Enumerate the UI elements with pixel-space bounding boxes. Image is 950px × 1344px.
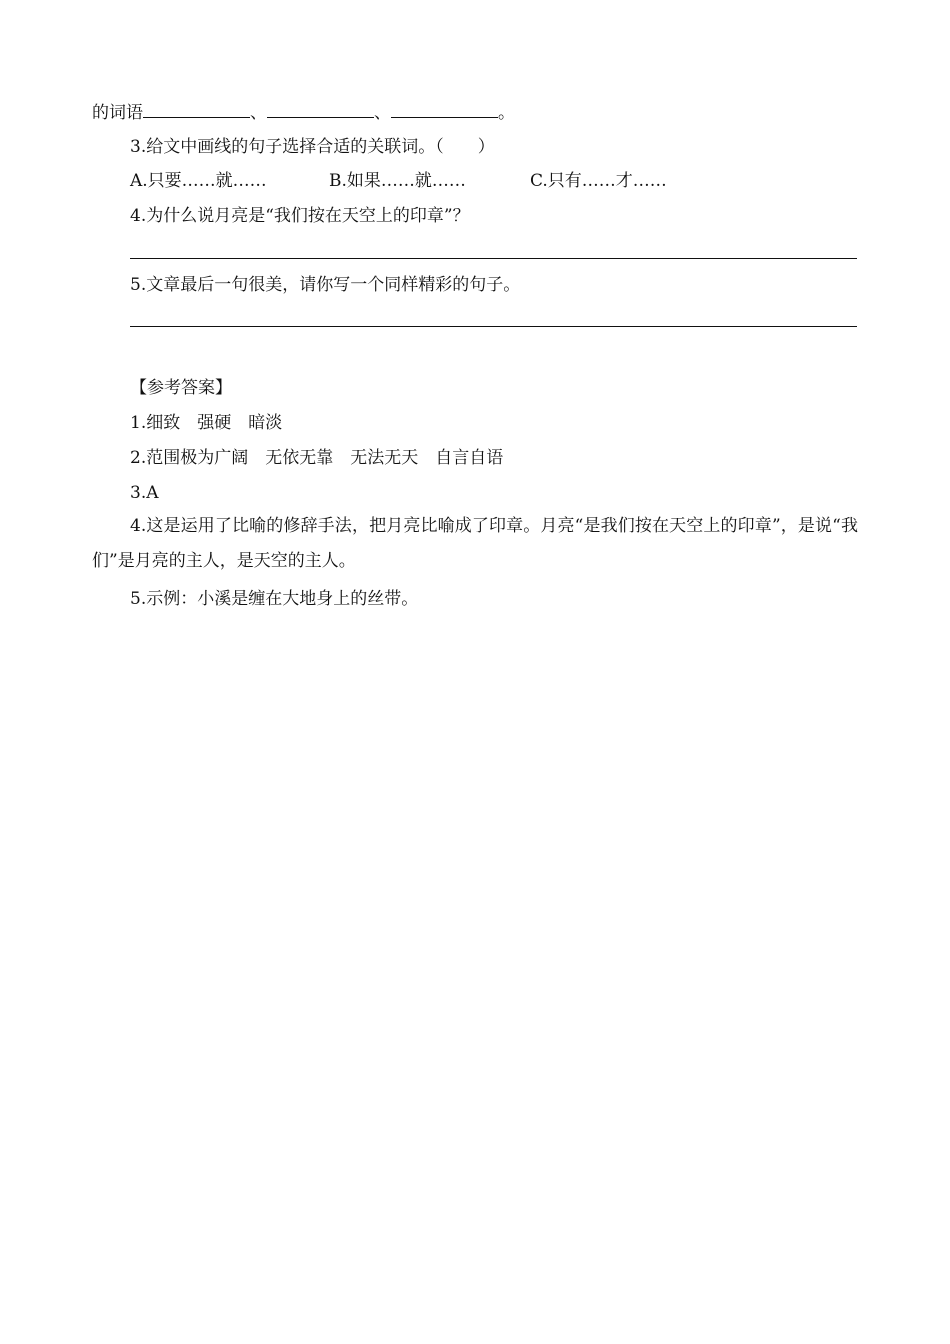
separator: 、	[250, 103, 267, 123]
answer-3: 3.A	[130, 483, 159, 503]
answer-blank-1[interactable]	[143, 101, 250, 118]
option-b: B.如果……就……	[329, 171, 466, 191]
answer-blank-2[interactable]	[267, 101, 374, 118]
answers-heading: 【参考答案】	[130, 378, 232, 398]
question-2-tail	[92, 101, 515, 124]
answer-2: 2.范围极为广阔 无依无靠 无法无天 自言自语	[130, 448, 504, 468]
question-4: 4.为什么说月亮是“我们按在天空上的印章”？	[130, 206, 470, 226]
question-3: 3.给文中画线的句子选择合适的关联词。（ ）	[130, 137, 495, 157]
answer-blank-3[interactable]	[391, 101, 498, 118]
question-2-prefix: 的词语	[92, 103, 143, 123]
answer-line-4[interactable]	[130, 258, 857, 259]
option-a: A.只要……就……	[130, 171, 267, 191]
answer-5: 5.示例：小溪是缠在大地身上的丝带。	[130, 589, 419, 609]
answer-4: 4.这是运用了比喻的修辞手法，把月亮比喻成了印章。月亮“是我们按在天空上的印章”，是说“我们”是月亮的主人，是天空的主人。	[92, 516, 858, 571]
period: 。	[498, 103, 515, 123]
answer-line-5[interactable]	[130, 326, 857, 327]
option-c: C.只有……才……	[530, 171, 667, 191]
question-5: 5.文章最后一句很美，请你写一个同样精彩的句子。	[130, 275, 521, 295]
answer-1: 1.细致 强硬 暗淡	[130, 413, 283, 433]
separator: 、	[374, 103, 391, 123]
